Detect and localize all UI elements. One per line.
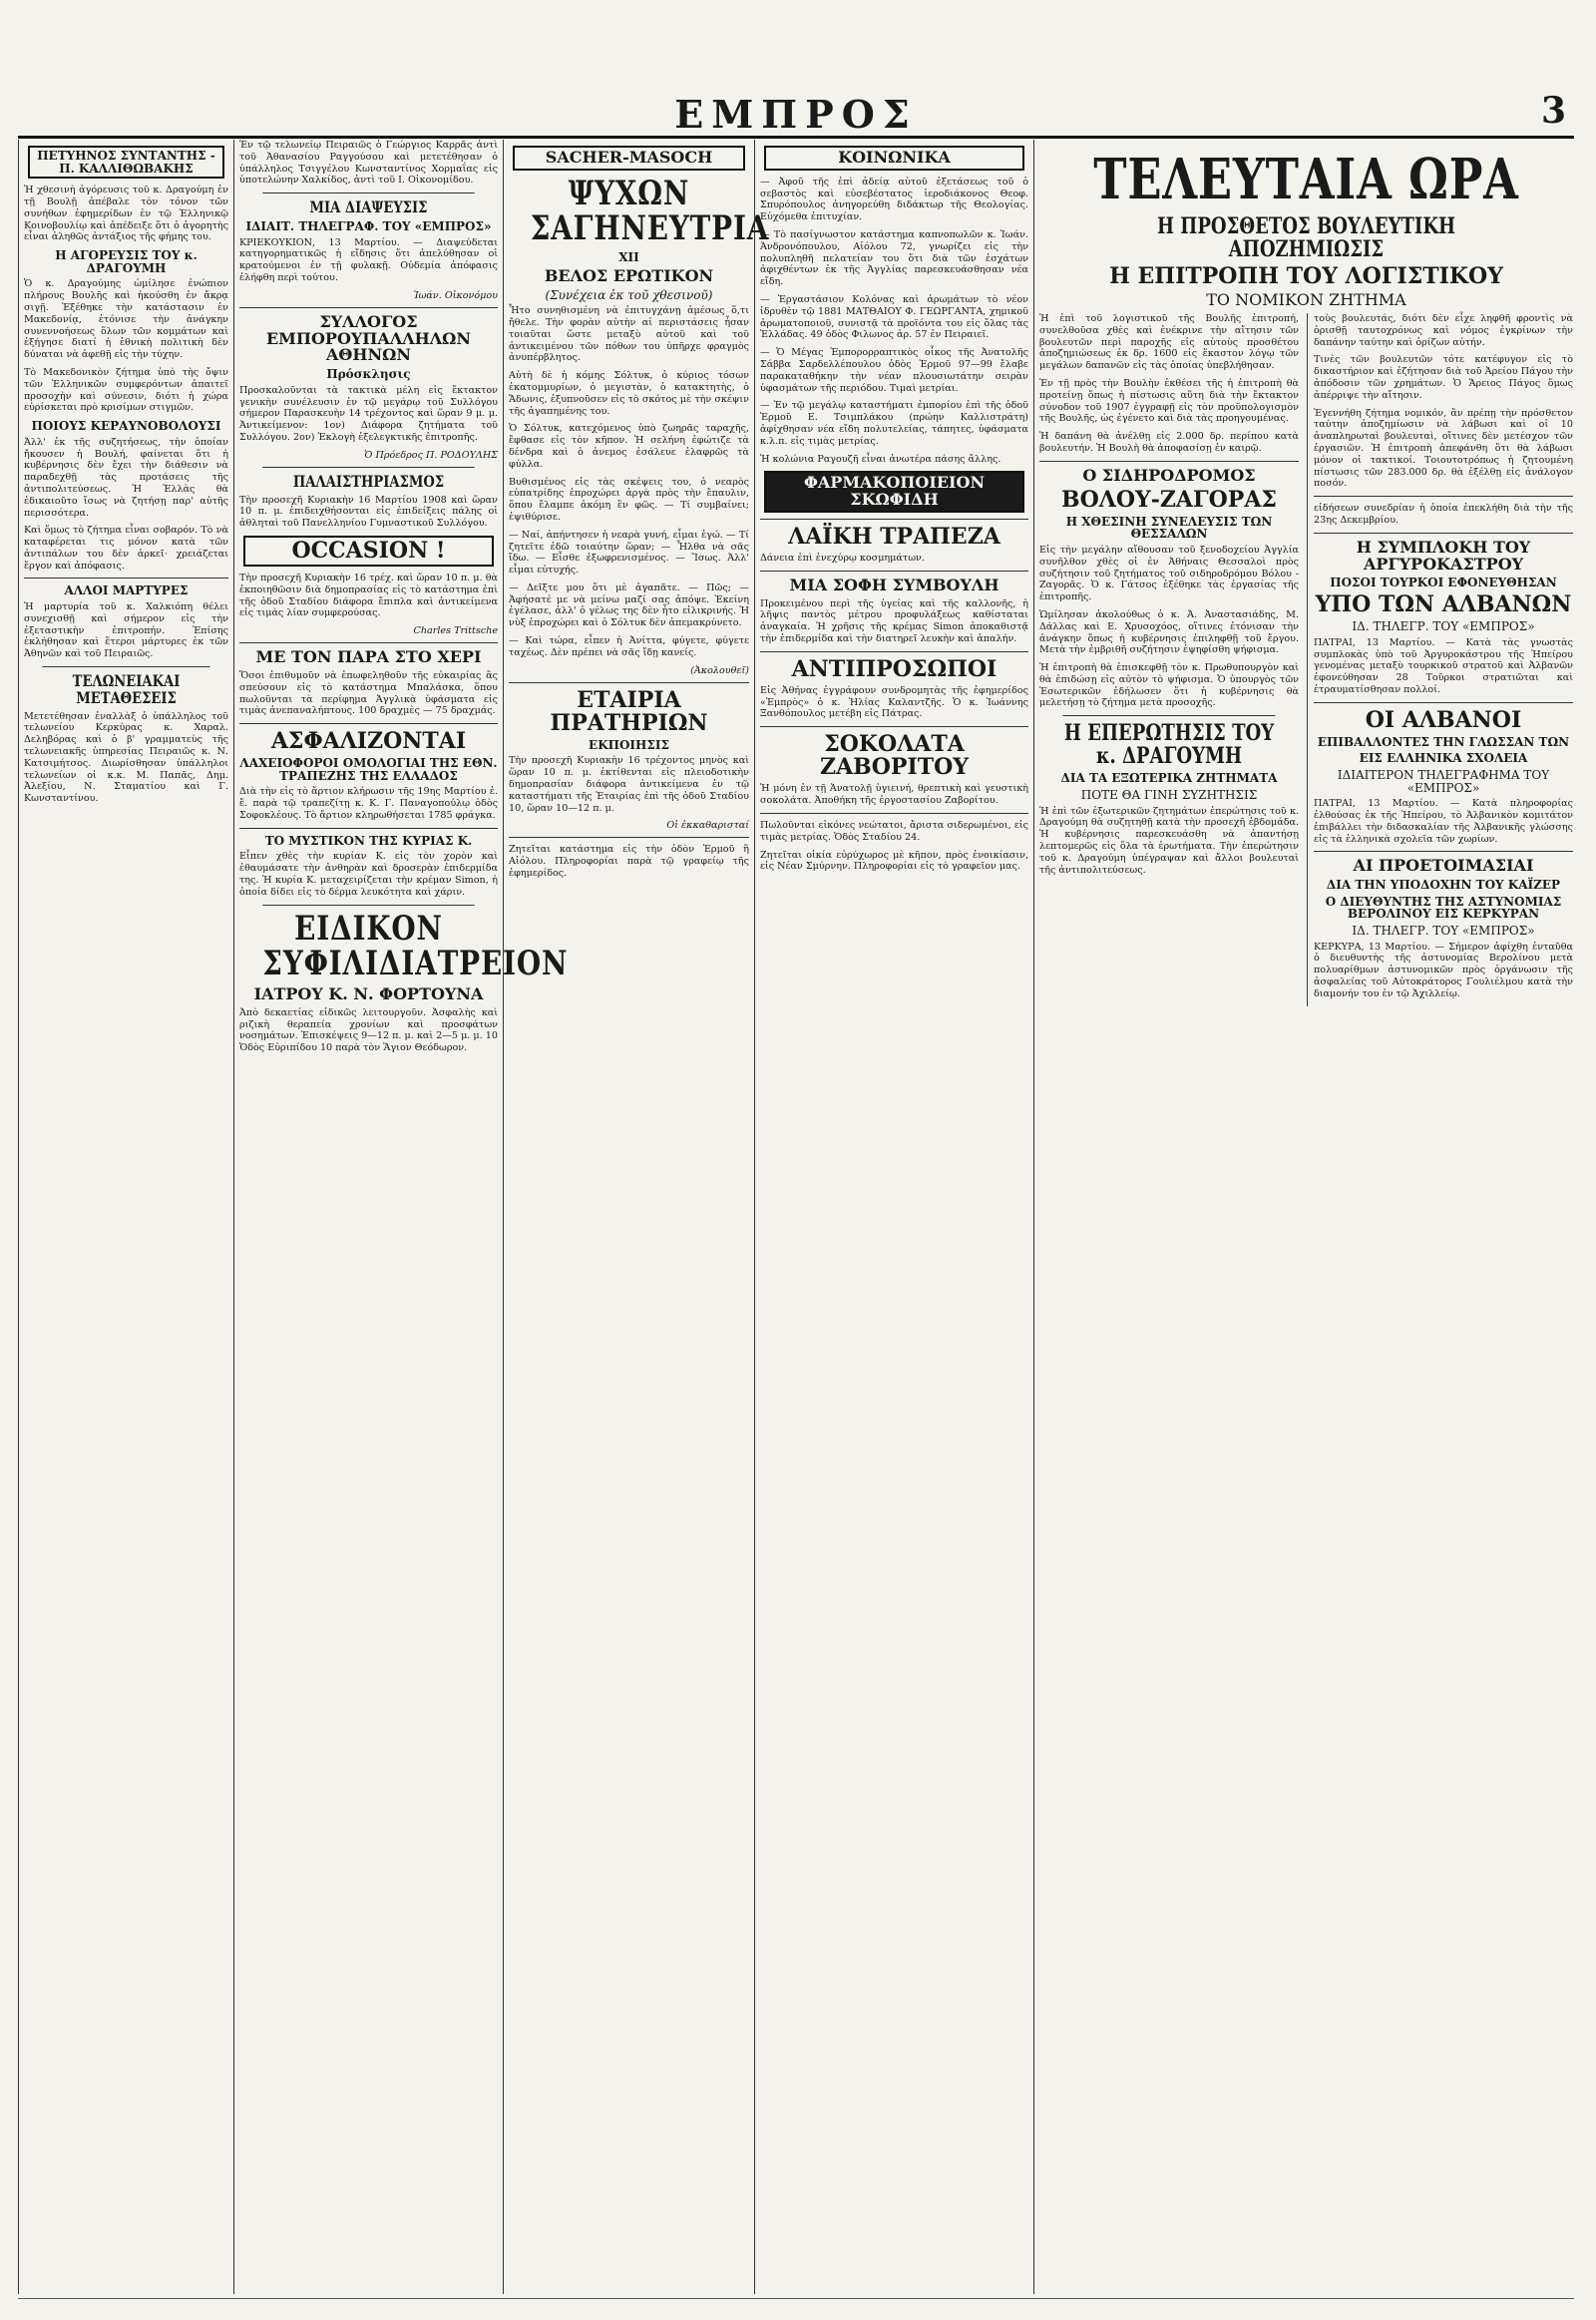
col5-paragraph: εἰδήσεων συνεδρίαν ἡ ὁποία ἐπεκλήθη διὰ τὴν τῆς 23ης Δεκεμβρίου. [1314, 503, 1573, 527]
masthead [18, 88, 1574, 139]
col5-left-subcolumn [1039, 313, 1299, 1005]
col4-paragraph: — Ἐν τῷ μεγάλῳ καταστήματι ἐμπορίου ἐπὶ τῆς ὁδοῦ Ἑρμοῦ Ε. Τσιμπλάκου (πρώην Καλλιστράτη) ἀφίχθησαν νέα εἴδη πολυτελείας, τάπητες, ὑφάσματα κ.λ.π. εἰς τιμὰς μετρίας. [760, 400, 1028, 447]
col4-paragraph: Ἡ μόνη ἐν τῇ Ἀνατολῇ ὑγιεινή, θρεπτικὴ καὶ γευστικὴ σοκολάτα. Ἀποθήκη τῆς ἐργοστασίου Ζαβορίτου. [760, 783, 1028, 807]
col4-heading: ΜΙΑ ΣΟΦΗ ΣΥΜΒΟΥΛΗ [760, 571, 1028, 594]
col4-paragraph: Ζητεῖται οἰκία εὐρύχωρος μὲ κῆπον, πρὸς ἐνοικίασιν, εἰς Νέαν Σμύρνην. Πληροφορίαι εἰς τὸ γραφεῖον μας. [760, 849, 1028, 873]
col5-headline: ΤΟ ΝΟΜΙΚΟΝ ΖΗΤΗΜΑ [1206, 290, 1406, 310]
col5-subheading: Η ΧΘΕΣΙΝΗ ΣΥΝΕΛΕΥΣΙΣ ΤΩΝ ΘΕΣΣΑΛΩΝ [1065, 514, 1273, 542]
col5-paragraph: Ἐγεννήθη ζήτημα νομικόν, ἂν πρέπῃ τὴν πρόσθετον ταύτην ἀποζημίωσιν νὰ λάβωσι καὶ οἱ 10 ἀναπληρωταὶ βουλευταὶ, οἵτινες δὲν μετέσχον τῶν ἐργασιῶν. Ἡ ἐπιτροπὴ ἀπεφάνθη ὅτι θὰ λάβωσι μόνον οἱ τακτικοί. Τοιουτοτρόπως ἡ ζητουμένη πίστωσις τῶν 283.000 δρ. θὰ ἐξέλθῃ εἰς ἀνάλογον ποσόν. [1314, 407, 1573, 490]
col3-author: SACHER-MASOCH [513, 146, 745, 171]
col5-headline: Η ΕΠΕΡΩΤΗΣΙΣ ΤΟΥ κ. ΔΡΑΓΟΥΜΗ [1062, 715, 1275, 768]
col3-paragraph: — Ναί, ἀπήντησεν ἡ νεαρὰ γυνή, εἶμαι ἐγώ. — Τί ζητεῖτε ἐδῶ τοιαύτην ὥραν; — Ἦλθα νὰ σᾶς ἴδω. — Εἶσθε ἐξωφρενισμένος. — Ἴσως. Ἀλλ' εἶμαι εὐτυχής. [509, 529, 749, 577]
col2-heading: ΜΕ ΤΟΝ ΠΑΡΑ ΣΤΟ ΧΕΡΙ [239, 642, 498, 666]
col1-subheading: Η ΑΓΟΡΕΥΣΙΣ ΤΟΥ κ. ΔΡΑΓΟΥΜΗ [55, 248, 198, 275]
col5-headline: Η ΣΥΜΠΛΟΚΗ ΤΟΥ ΑΡΓΥΡΟΚΑΣΤΡΟΥ [1314, 533, 1573, 574]
col4-paragraph: Πωλοῦνται εἰκόνες νεώτατοι, ἄριστα σιδερωμένοι, εἰς τιμὰς μετρίας. Ὁδὸς Σταδίου 24. [760, 820, 1028, 843]
col2-paragraph: Τὴν προσεχῆ Κυριακὴν 16 Μαρτίου 1908 καὶ ὥραν 10 π. μ. ἐπιδειχθήσονται εἰς ἐπιδείξεις πάλης οἱ ἀθληταὶ τοῦ Πανελληνίου Γυμναστικοῦ Συλλόγου. [239, 494, 498, 530]
col1-subheading: ΤΕΛΩΝΕΙΑΚΑΙ ΜΕΤΑΘΕΣΕΙΣ [42, 666, 209, 707]
col2-heading: ΤΟ ΜΥΣΤΙΚΟΝ ΤΗΣ ΚΥΡΙΑΣ Κ. [239, 828, 498, 848]
newspaper-title: ΕΜΠΡΟΣ [674, 92, 918, 137]
col5-paragraph: Ἡ δαπάνη θὰ ἀνέλθῃ εἰς 2.000 δρ. περίπου κατὰ βουλευτήν. Ἡ Βουλὴ θὰ ἀποφασίσῃ ἐν καιρῷ. [1039, 431, 1299, 455]
col3-chapter: XII [618, 250, 639, 265]
col4-heading: ΣΟΚΟΛΑΤΑ ΖΑΒΟΡΙΤΟΥ [760, 726, 1028, 779]
col5-paragraph: Ἡ ἐπιτροπὴ θὰ ἐπισκεφθῇ τὸν κ. Πρωθυπουργὸν καὶ θὰ ἐπιδώσῃ εἰς αὐτὸν τὸ ψήφισμα. Ὁ ὑπουργὸς τῶν Ἐσωτερικῶν ἐδήλωσεν ὅτι ἡ κυβέρνησις θὰ μελετήσῃ τὸ ζήτημα μετὰ προσοχῆς. [1039, 662, 1299, 709]
col2-signature: Charles Trittsche [413, 625, 498, 637]
col3-chapter-title: ΒΕΛΟΣ ΕΡΩΤΙΚΟΝ [544, 265, 714, 285]
col1-subheading: ΑΛΛΟΙ ΜΑΡΤΥΡΕΣ [24, 578, 228, 597]
col5-article-columns [1039, 313, 1573, 1005]
col4-ad-box: ΦΑΡΜΑΚΟΠΟΙΕΙΟΝ ΣΚΩΦΙΔΗ [764, 471, 1024, 513]
col5-telegram-label: ΙΔΙΑΙΤΕΡΟΝ ΤΗΛΕΓΡΑΦΗΜΑ ΤΟΥ «ΕΜΠΡΟΣ» [1337, 767, 1550, 795]
col5-subheading: ΔΙΑ ΤΑ ΕΞΩΤΕΡΙΚΑ ΖΗΤΗΜΑΤΑ [1060, 771, 1278, 786]
col2-paragraph: ΚΡΙΕΚΟΥΚΙΟΝ, 13 Μαρτίου. — Διαψεύδεται κατηγορηματικῶς ἡ εἴδησις ὅτι ἀπελύθησαν οἱ κρατούμενοι ἐν τῇ φυλακῇ. Οὐδεμία ἀπόφασις ἐλήφθη περὶ τούτου. [239, 236, 498, 283]
col5-telegram-label: ΙΔ. ΤΗΛΕΓΡ. ΤΟΥ «ΕΜΠΡΟΣ» [1352, 923, 1535, 938]
col4-paragraph: — Ἀφοῦ τῆς ἐπὶ ἀδείᾳ αὐτοῦ ἐξετάσεως τοῦ ὁ σεβαστὸς καὶ εὐσεβέστατος ἱεροδιάκονος Θεοφ. Σπυρόπουλος ἀνηγορεύθη διδάκτωρ τῆς Θεολογίας. Εὐχόμεθα ἐπιτυχίαν. [760, 176, 1028, 223]
column-2 [233, 140, 569, 2294]
col2-heading: ΠΑΛΑΙΣΤΗΡΙΑΣΜΟΣ [262, 467, 474, 491]
bottom-rule [18, 2298, 1574, 2309]
col2-paragraph: Ἐν τῷ τελωνείῳ Πειραιῶς ὁ Γεώργιος Καρρᾶς ἀντὶ τοῦ Ἀθανασίου Ραγγούσου καὶ μετετέθησαν ὁ ὑπάλληλος Τσιγγέλου Κωνσταντίνος Χορμαΐας εἰς ὑποτελώνην Χαλκίδος, ἀντὶ τοῦ Ι. Οἰκονομίδου. [239, 140, 498, 187]
col5-subheading: ΕΠΙΒΑΛΛΟΝΤΕΣ ΤΗΝ ΓΛΩΣΣΑΝ ΤΩΝ [1317, 734, 1570, 749]
col3-paragraph: — Καὶ τώρα, εἶπεν ἡ Ἀνίττα, φύγετε, φύγετε ταχέως. Δὲν πρέπει νὰ σᾶς ἴδῃ κανείς. [509, 635, 749, 658]
col5-headline: ΒΟΛΟΥ-ΖΑΓΟΡΑΣ [1061, 486, 1277, 513]
col4-paragraph: Εἰς Ἀθήνας ἐγγράφουν συνδρομητὰς τῆς ἐφημερίδος «Ἐμπρὸς» ὁ κ. Ἡλίας Καλαντζῆς. Ὁ κ. Ἰωάννης Ξανθόπουλος μετέβη εἰς Πάτρας. [760, 684, 1028, 720]
col5-subheading: ΔΙΑ ΤΗΝ ΥΠΟΔΟΧΗΝ ΤΟΥ ΚΑΪΖΕΡ [1326, 878, 1561, 893]
col2-subheading: ΙΔΙΑΙΤ. ΤΗΛΕΓΡΑΦ. ΤΟΥ «ΕΜΠΡΟΣ» [245, 218, 492, 233]
col5-headline: ΟΙ ΑΛΒΑΝΟΙ [1314, 702, 1573, 732]
col4-heading: ΚΟΙΝΩΝΙΚΑ [764, 146, 1024, 171]
column-1 [18, 140, 233, 2294]
col1-heading: ΠΕΤΥΗΝΟΣ ΣΥΝΤΑΝΤΗΣ - Π. ΚΑΛΛΙΘΩΒΑΚΗΣ [28, 146, 224, 179]
col4-paragraph: — Ἐργαστάσιον Κολόνας καὶ ἀρωμάτων τὸ νέον ἱδρυθὲν τῷ 1881 ΜΑΤΘΑΙΟΥ Φ. ΓΕΩΡΓΑΝΤΑ, χημικοῦ ἀρωματοποιοῦ, συνιστᾷ τὰ προϊόντα του εἰς ὅλας τὰς Ἑλλάδας. 49 ὁδὸς Φιλωνος ἀρ. 57 ἐν Πειραιεῖ. [760, 293, 1028, 341]
col5-headline: Η ΕΠΙΤΡΟΠΗ ΤΟΥ ΛΟΓΙΣΤΙΚΟΥ [1109, 263, 1503, 290]
col2-subheading: ΙΑΤΡΟΥ Κ. Ν. ΦΟΡΤΟΥΝΑ [253, 984, 484, 1004]
col3-paragraph: Τὴν προσεχῆ Κυριακὴν 16 τρέχοντος μηνὸς καὶ ὥραν 10 π. μ. ἐκτίθενται εἰς πλειοδοτικὴν δημοπρασίαν διάφορα ἀντικείμενα ἐν τῷ καταστήματι τῆς Ἑταιρίας ἐπὶ τῆς ὁδοῦ Σταδίου 10, ὥραν 10—12 π. μ. [509, 755, 749, 814]
col1-paragraph: Ἡ μαρτυρία τοῦ κ. Χαλκιόπη θέλει συνεχισθῇ καὶ σήμερον εἰς τὴν ἐξεταστικὴν ἐπιτροπήν. Ἐπίσης ἐκλήθησαν καὶ ἕτεροι μάρτυρες ἐκ τῶν Ἀθηνῶν καὶ τοῦ Πειραιῶς. [24, 601, 228, 660]
breaking-news-heading: ΤΕΛΕΥΤΑΙΑ ΩΡΑ [1093, 147, 1519, 212]
col5-paragraph: Ἡ ἐπὶ τῶν ἐξωτερικῶν ζητημάτων ἐπερώτησις τοῦ κ. Δραγούμη θὰ συζητηθῇ κατὰ τὴν προσεχῆ ἑβδομάδα. Ἡ κυβέρνησις παρεσκευάσθη νὰ ἀπαντήσῃ λεπτομερῶς εἰς ὅλα τὰ ἐρωτήματα. Τὴν ἐπερώτησιν τοῦ κ. Δραγούμη ὑπέγραψαν καὶ ἄλλοι βουλευταὶ τῆς ἀντιπολιτεύσεως. [1039, 805, 1299, 876]
col4-paragraph: Δάνεια ἐπὶ ἐνεχύρῳ κοσμημάτων. [760, 553, 925, 565]
col5-headline: ΑΙ ΠΡΟΕΤΟΙΜΑΣΙΑΙ [1314, 851, 1573, 875]
column-3 [503, 140, 770, 2294]
col2-subheading: ΛΑΧΕΙΟΦΟΡΟΙ ΟΜΟΛΟΓΙΑΙ ΤΗΣ ΕΘΝ. ΤΡΑΠΕΖΗΣ ΤΗΣ ΕΛΛΑΔΟΣ [239, 756, 498, 783]
col2-paragraph: Προσκαλοῦνται τὰ τακτικὰ μέλη εἰς ἔκτακτον γενικὴν συνέλευσιν ἐν τῷ μεγάρῳ τοῦ Συλλόγου σήμερον Παρασκευὴν 14 τρέχοντος καὶ ὥραν 9 μ. μ. Ἀντικείμενον: 1ον) Διάφορα ζητήματα τοῦ Συλλόγου. 2ον) Ἐκλογὴ ἐξελεγκτικῆς ἐπιτροπῆς. [239, 384, 498, 443]
col2-subheading: Πρόσκλησις [326, 367, 411, 382]
column-5 [1033, 140, 1578, 2294]
col2-paragraph: Ὅσοι ἐπιθυμοῦν νὰ ἐπωφεληθοῦν τῆς εὐκαιρίας ἂς σπεύσουν εἰς τὸ κατάστημα Μπαλάσκα, ὅπου πωλοῦνται τὰ περίφημα Ἀγγλικὰ ὑφάσματα εἰς τιμὰς ἀνεπαναλήπτους. 100 δραχμὲς — 75 δραχμάς. [239, 670, 498, 717]
col1-paragraph: Μετετέθησαν ἐναλλὰξ ὁ ὑπάλληλος τοῦ τελωνείου Κερκύρας κ. Χαραλ. Δεληβόρας καὶ ὁ β' γραμματεὺς τῆς τελωνειακῆς ὑπηρεσίας Πειραιῶς κ. Ν. Κατσιμήτσος. Διωρίσθησαν ὑπάλληλοι τελωνείων οἱ κ.κ. Μ. Παπᾶς, Δημ. Ἀλεξίου, Ν. Σταματίου καὶ Γ. Κωνσταντίνου. [24, 710, 228, 805]
col5-paragraph: Ἐν τῇ πρὸς τὴν Βουλὴν ἐκθέσει τῆς ἡ ἐπιτροπὴ θὰ προτείνῃ ὅπως ἡ πίστωσις αὕτη διὰ τὴν ἔκτακτον σύνοδον τοῦ 1907 ἐγγραφῇ εἰς τὸν προϋπολογισμὸν τῆς Βουλῆς, ὡς ἐγένετο καὶ διὰ τὰς προηγουμένας. [1039, 378, 1299, 425]
col2-paragraph: Τὴν προσεχῆ Κυριακὴν 16 τρέχ. καὶ ὥραν 10 π. μ. θὰ ἐκποιηθῶσιν διὰ δημοπρασίας εἰς τὸ κατάστημα ἐπὶ τῆς ὁδοῦ Σταδίου διάφορα ἔπιπλα καὶ ἀντικείμενα εἰς τιμὰς λίαν συμφερούσας. [239, 573, 498, 619]
col5-headline: ΥΠΟ ΤΩΝ ΑΛΒΑΝΩΝ [1315, 591, 1572, 618]
col5-paragraph: Τινὲς τῶν βουλευτῶν τότε κατέφυγον εἰς τὸ δικαστήριον καὶ ἐζήτησαν διὰ τοῦ Ἀρείου Πάγου τὴν ἀπόδοσιν τῶν χρημάτων. Ὁ Ἄρειος Πάγος ὅμως ἀπέρριψε τὴν αἴτησιν. [1314, 354, 1573, 401]
col5-paragraph: τοὺς βουλευτάς, διότι δὲν εἶχε ληφθῆ φροντὶς νὰ ὁρισθῇ ταυτοχρόνως καὶ νόμος ἐγκρίνων τὴν δαπάνην ταύτην καὶ ὁρίζων αὐτήν. [1314, 313, 1573, 348]
col5-telegram-label: ΙΔ. ΤΗΛΕΓΡ. ΤΟΥ «ΕΜΠΡΟΣ» [1352, 619, 1535, 634]
column-4 [754, 140, 1033, 2294]
col3-continued: (Συνέχεια ἐκ τοῦ χθεσινοῦ) [545, 287, 713, 302]
col2-signature: Ἰωάν. Οἰκονόμου [413, 289, 498, 301]
col3-paragraph: — Δεῖξτε μου ὅτι μὲ ἀγαπᾶτε. — Πῶς; — Ἀφήσατέ με νὰ μείνω μαζί σας ἀπόψε. Ἐκείνη ἐγέλασε, ἀλλ' ὁ γέλως της δὲν ἦτο εἰλικρινής. Ἡ νὺξ ἐπροχώρει καὶ ὁ Σόλτυκ δὲν ἀπεμακρύνετο. [509, 581, 749, 629]
col5-subheading: Ο ΔΙΕΥΘΥΝΤΗΣ ΤΗΣ ΑΣΤΥΝΟΜΙΑΣ ΒΕΡΟΛΙΝΟΥ ΕΙΣ ΚΕΡΚΥΡΑΝ [1325, 894, 1562, 922]
col3-subheading: ΕΚΠΟΙΗΣΙΣ [589, 737, 669, 752]
col5-headline: Η ΠΡΟΣΘΕΤΟΣ ΒΟΥΛΕΥΤΙΚΗ ΑΠΟΖΗΜΙΩΣΙΣ [1156, 213, 1456, 263]
col5-headline: Ο ΣΙΔΗΡΟΔΡΟΜΟΣ [1039, 461, 1299, 485]
col5-paragraph: ΚΕΡΚΥΡΑ, 13 Μαρτίου. — Σήμερον ἀφίχθη ἐνταῦθα ὁ διευθυντὴς τῆς ἀστυνομίας Βερολίνου μετὰ πολυαρίθμων ἀστυνομικῶν πρὸς ὀργάνωσιν τῆς ἀσφαλείας τοῦ Αὐτοκράτορος Γουλιέλμου κατὰ τὴν διαμονήν του ἐν τῷ Ἀχιλλείῳ. [1314, 941, 1573, 999]
col1-paragraph: Καὶ ὅμως τὸ ζήτημα εἶναι σοβαρόν. Τὸ νὰ καταφέρεται τις μόνον κατὰ τῶν ἀντιπάλων του δὲν ἀρκεῖ· χρειάζεται ἔργον καὶ ἀπόφασις. [24, 525, 228, 572]
col3-to-be-continued: (Ἀκολουθεῖ) [690, 664, 749, 676]
col5-subheading: ΕΙΣ ΕΛΛΗΝΙΚΑ ΣΧΟΛΕΙΑ [1359, 751, 1528, 766]
col4-paragraph: Προκειμένου περὶ τῆς ὑγείας καὶ τῆς καλλονῆς, ἡ λῆψις παντὸς μέτρου προφυλάξεως καθίσταται ἀναγκαία. Ἡ χρῆσις τῆς κρέμας Simon ἀποκαθιστᾷ τὴν ἐπιδερμίδα καὶ τὴν διατηρεῖ λευκὴν καὶ ἀπαλήν. [760, 597, 1028, 644]
col4-paragraph: — Τὸ πασίγνωστον κατάστημα καπνοπωλῶν κ. Ἰωάν. Ἀνδρονόπουλου, Αἰόλου 72, γνωρίζει εἰς τὴν πολυπληθῆ πελατείαν του ὅτι διὰ τῶν ἐσχάτων ἀφιχθέντων ἐκ τῆς Ἀγγλίας παρεσκευάσθησαν νέα εἴδη. [760, 228, 1028, 288]
col2-heading: ΑΣΦΑΛΙΖΟΝΤΑΙ [239, 723, 498, 753]
col2-signature: Ὁ Πρόεδρος Π. ΡΟΔΟΥΛΗΣ [364, 449, 498, 461]
col4-paragraph: — Ὁ Μέγας Ἐμπορορραπτικὸς οἶκος τῆς Ἀνατολῆς Σάββα Σαρδελλέπουλου ὁδὸς Ἑρμοῦ 97—99 ἔλαβε παρακαταθήκην τὴν νέαν πλουσιωτάτην σειρὰν ὑφασμάτων τῆς περιόδου. Τιμαὶ μετρίαι. [760, 347, 1028, 394]
col2-heading: OCCASION ! [243, 536, 494, 567]
divider [760, 813, 1028, 814]
col3-paragraph: Αὐτὴ δὲ ἡ κόμης Σόλτυκ, ὁ κύριος τόσων ἐκατομμυρίων, ὁ μεγιστὰν, ὁ κατακτητὴς, ὁ Ἄδωνις, ἐξυπνοῦσεν εἰς τὸ σκότος μὲ τὴν σκέψιν τῆς ἀγαπημένης του. [509, 370, 749, 417]
col3-paragraph: Ὁ Σόλτυκ, κατεχόμενος ὑπὸ ζωηρᾶς ταραχῆς, ἔφθασε εἰς τὸν κῆπον. Ἡ σελήνη ἐφώτιζε τὰ δένδρα καὶ ὁ ἀνεμος ἐσάλευε ἐλαφρῶς τὰ φύλλα. [509, 423, 749, 470]
col4-paragraph: Ἡ κολώνια Ραγουζῆ εἶναι ἀνωτέρα πάσης ἄλλης. [760, 453, 1001, 465]
col1-paragraph: Τὸ Μακεδονικὸν ζήτημα ὑπὸ τὴς ὄψιν τῶν Ἑλληνικῶν συμφερόντων ἀπαιτεῖ προσοχὴν καὶ σύνεσιν, διότι ἡ χώρα εὑρίσκεται πρὸ κρισίμων στιγμῶν. [24, 366, 228, 414]
col5-right-subcolumn [1307, 313, 1573, 1005]
col2-heading: ΜΙΑ ΔΙΑΨΕΥΣΙΣ [262, 193, 474, 216]
col2-paragraph: Εἶπεν χθὲς τὴν κυρίαν Κ. εἰς τὸν χορὸν καὶ ἐθαυμάσατε τὴν ἀνθηρὰν καὶ δροσερὰν ἐπιδερμίδα της. Ἡ κυρία Κ. μεταχειρίζεται τὴν κρέμαν Simon, ἡ ὁποία δίδει εἰς τὸ δέρμα λευκότητα καὶ χάριν. [239, 851, 498, 898]
col2-heading: ΕΙΔΙΚΟΝ ΣΥΦΙΛΙΔΙΑΤΡΕΙΟΝ [262, 905, 474, 982]
divider [509, 837, 749, 838]
col2-heading: ΣΥΛΛΟΓΟΣ ΕΜΠΟΡΟΥΠΑΛΛΗΛΩΝ ΑΘΗΝΩΝ [239, 307, 498, 364]
col3-paragraph: Ἦτο συνηθισμένη νὰ ἐπιτυγχάνῃ ἀμέσως ὅ,τι ἤθελε. Τὴν φορὰν αὐτὴν αἱ περιστάσεις ἦσαν τοιαῦται ὥστε μεταξὺ αὐτοῦ καὶ τοῦ ἀντικειμένου τῶν πόθων του ὑπῆρχε φραγμὸς ἀνυπέρβλητος. [509, 305, 749, 364]
col5-paragraph: Εἰς τὴν μεγάλην αἴθουσαν τοῦ ξενοδοχείου Ἀγγλία συνῆλθον χθὲς οἱ ἐν Ἀθήναις Θεσσαλοὶ πρὸς συζήτησιν τοῦ ζητήματος τοῦ σιδηροδρόμου Βόλου - Ζαγορᾶς. Ὁ κ. Γάτσος ἐξέθηκε τὰς ἐργασίας τῆς ἐπιτροπῆς. [1039, 544, 1299, 603]
col4-heading: ΑΝΤΙΠΡΟΣΩΠΟΙ [760, 651, 1028, 681]
col3-title: ΨΥΧΩΝ ΣΑΓΗΝΕΥΤΡΙΑ [530, 173, 770, 249]
col3-heading: ΕΤΑΙΡΙΑ ΠΡΑΤΗΡΙΩΝ [509, 682, 749, 735]
col3-paragraph: Βυθισμένος εἰς τὰς σκέψεις του, ὁ νεαρὸς εὐπατρίδης ἐπροχώρει ἀργὰ πρὸς τὴν ἔπαυλιν, ὅπου ἔλαμπε ἀκόμη ἓν φῶς. — Τί συμβαίνει; ἐψιθύρισε. [509, 476, 749, 523]
col1-subheading: ΠΟΙΟΥΣ ΚΕΡΑΥΝΟΒΟΛΟΥΣΙ [31, 419, 221, 434]
col5-paragraph: ΠΑΤΡΑΙ, 13 Μαρτίου. — Κατὰ πληροφορίας ἐλθούσας ἐκ τῆς Ἠπείρου, τὸ Ἀλβανικὸν κομιτάτον ἐπιβάλλει τὴν διδασκαλίαν τῆς Ἀλβανικῆς γλώσσης εἰς τὰ ἑλληνικὰ σχολεῖα τῶν χωρίων. [1314, 798, 1573, 845]
col5-subheading: ΠΟΣΟΙ ΤΟΥΡΚΟΙ ΕΦΟΝΕΥΘΗΣΑΝ [1330, 576, 1557, 590]
col1-paragraph: Ἀλλ' ἐκ τῆς συζητήσεως, τὴν ὁποίαν ἤκουσεν ἡ Βουλή, φαίνεται ὅτι ἡ κυβέρνησις δὲν ἔχει τὴν διάθεσιν νὰ παραδεχθῇ τὰς προτάσεις τῆς ἀντιπολιτεύσεως. Ἡ Ἑλλὰς θὰ ἐδικαιοῦτο ἴσως νὰ ζητήσῃ παρ' αὐτῆς περισσότερα. [24, 436, 228, 519]
col5-paragraph: Ὡμίλησαν ἀκολούθως ὁ κ. Ἀ. Ἀναστασιάδης, Μ. Δάλλας καὶ Ε. Χρυσοχόος, οἵτινες ἐτόνισαν τὴν ἀνάγκην ὅπως ἡ κυβέρνησις ἐπιληφθῇ τοῦ ἔργου. Μετὰ τὴν ἐμβριθῆ συζήτησιν ἐψηφίσθη ψήφισμα. [1039, 608, 1299, 656]
col1-paragraph: Ἡ χθεσινὴ ἀγόρευσις τοῦ κ. Δραγούμη ἐν τῇ Βουλῇ ἀπέβαλε τὸν τόνον τῶν συνήθων ἐφημερίδων ἐν τῷ Ἑλληνικῷ Κοινοβουλίῳ καὶ ἀπέδειξε ὅτι ὁ ἀγορητὴς εἶναι ἀληθῶς ἀντάξιος τῆς φήμης του. [24, 185, 228, 243]
col5-paragraph: ΠΑΤΡΑΙ, 13 Μαρτίου. — Κατὰ τὰς γνωστὰς συμπλοκὰς ὑπὸ τοῦ Ἀργυροκάστρου τῆς Ἠπείρου γενομένας μεταξὺ τουρκικοῦ στρατοῦ καὶ Ἀλβανῶν ἐφονεύθησαν 28 Τοῦρκοι στρατιῶται καὶ ἐτραυματίσθησαν πολλοί. [1314, 636, 1573, 695]
col4-heading: ΛΑΪΚΗ ΤΡΑΠΕΖΑ [760, 519, 1028, 549]
col5-subheading: ΠΟΤΕ ΘΑ ΓΙΝΗ ΣΥΖΗΤΗΣΙΣ [1080, 788, 1258, 803]
col3-signature: Οἱ ἐκκαθαρισταί [666, 820, 749, 832]
col5-paragraph: Ἡ ἐπὶ τοῦ λογιστικοῦ τῆς Βουλῆς ἐπιτροπή, συνελθοῦσα χθὲς καὶ ἐνέκρινε τὴν αἴτησιν τῶν βουλευτῶν περὶ παροχῆς εἰς αὐτοὺς προσθέτου ἀποζημιώσεως ἐκ δρ. 1600 εἰς ἕκαστον λόγῳ τῶν μεγάλων δαπανῶν εἰς τὰς ὁποίας ὑπεβλήθησαν. [1039, 313, 1299, 372]
col2-paragraph: Ἀπὸ δεκαετίας εἰδικῶς λειτουργοῦν. Ἀσφαλὴς καὶ ριζικὴ θεραπεία χρονίων καὶ προσφάτων νοσημάτων. Ἐπισκέψεις 9—12 π. μ. καὶ 2—5 μ. μ. 10 Ὁδὸς Εὐριπίδου 10 παρὰ τὸν Ἅγιον Θεόδωρον. [239, 1006, 498, 1054]
divider [1314, 496, 1573, 497]
col3-paragraph: Ζητεῖται κατάστημα εἰς τὴν ὁδὸν Ἑρμοῦ ἢ Αἰόλου. Πληροφορίαι παρὰ τῷ γραφείῳ τῆς ἐφημερίδος. [509, 844, 749, 880]
page-number: 3 [1540, 90, 1566, 132]
col1-paragraph: Ὁ κ. Δραγούμης ὡμίλησε ἐνώπιον πλήρους Βουλῆς καὶ ἠκούσθη ἐν ἄκρᾳ σιγῇ. Ἐξέθηκε τὴν κατάστασιν ἐν Μακεδονίᾳ, ἐτόνισε τὴν ἀνάγκην συνεννοήσεως ὅλων τῶν κομμάτων καὶ ἐξήγησε διατί ἡ ἐθνικὴ πολιτικὴ δὲν δύναται νὰ ἀφεθῇ εἰς τὴν τύχην. [24, 278, 228, 361]
col2-paragraph: Διὰ τὴν εἰς τὸ ἄρτιον κλήρωσιν τῆς 19ης Μαρτίου ἐ. ἔ. παρὰ τῷ τραπεζίτῃ κ. Κ. Γ. Παναγοπούλῳ ὁδὸς Σοφοκλέους. Τὸ ἄρτιον κληρωθήσεται 1785 φράγκα. [239, 786, 498, 822]
